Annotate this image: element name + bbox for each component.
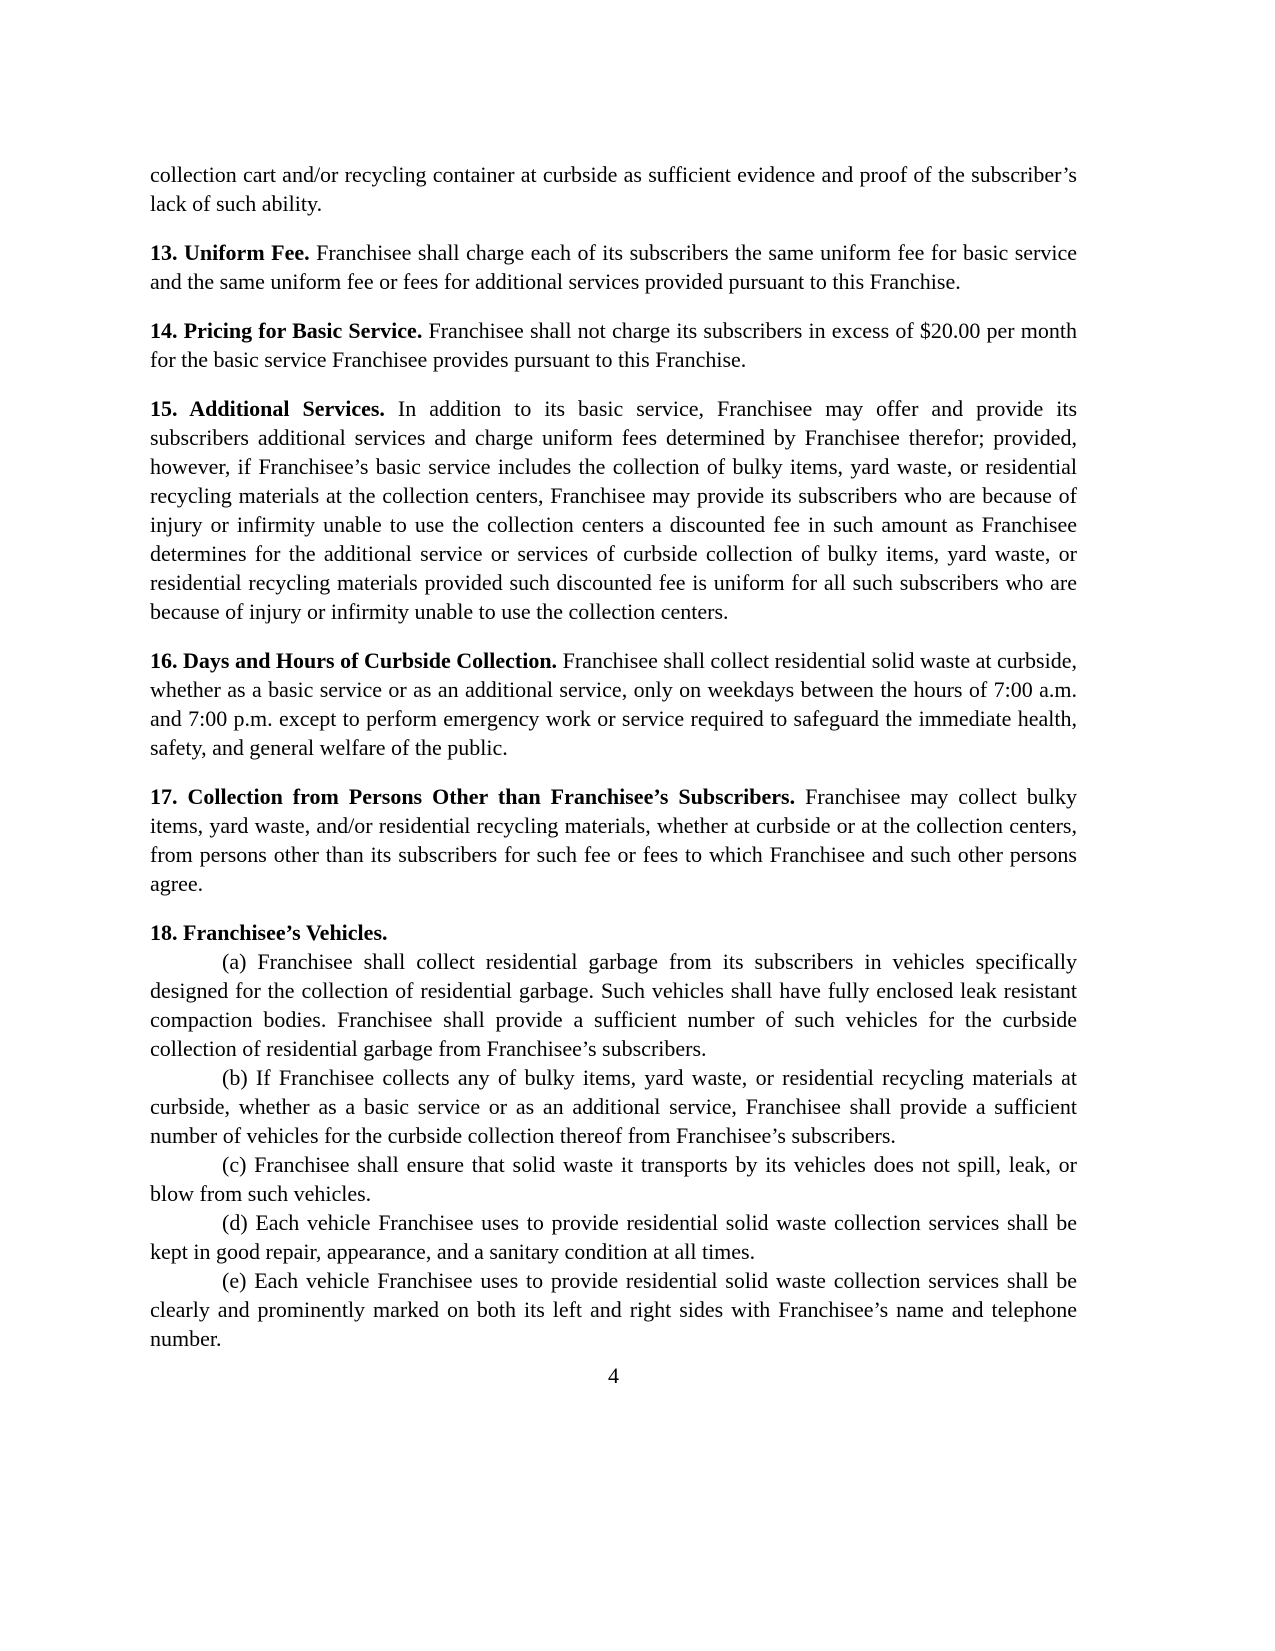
paragraph-section-16 [150, 646, 1077, 762]
section-18-subsection-d: (d) Each vehicle Franchisee uses to provide residential solid waste collection services shall be kept in good repair, appearance, and a sanitary condition at all times. [150, 1210, 1077, 1264]
section-18-heading [150, 918, 1077, 947]
section-15-label: 15. Additional Services. [150, 396, 385, 421]
section-13-label: 13. Uniform Fee. [150, 240, 310, 265]
intro-text: collection cart and/or recycling container at curbside as sufficient evidence and proof of the subscriber’s lack of such ability. [150, 162, 1077, 216]
section-18-subsection-b: (b) If Franchisee collects any of bulky items, yard waste, or residential recycling materials at curbside, whether as a basic service or as an additional service, Franchisee shall provide a sufficient number of vehicles for the curbside collection thereof from Franchisee’s subscribers. [150, 1065, 1077, 1148]
section-15-text: In addition to its basic service, Franchisee may offer and provide its subscribers additional services and charge uniform fees determined by Franchisee therefor; provided, however, if Franchisee’s basic service includes the collection of bulky items, yard waste, or residential recycling materials at the collection centers, Franchisee may provide its subscribers who are because of injury or infirmity unable to use the collection centers a discounted fee in such amount as Franchisee determines for the additional service or services of curbside collection of bulky items, yard waste, or residential recycling materials provided such discounted fee is uniform for all such subscribers who are because of injury or infirmity unable to use the collection centers. [150, 396, 1078, 624]
paragraph-section-14 [150, 316, 1077, 374]
section-17-text: Franchisee may collect bulky items, yard waste, and/or residential recycling materials, whether at curbside or at the collection centers, from persons other than its subscribers for such fee or fees to which Franchisee and such other persons agree. [150, 784, 1078, 896]
page-number: 4 [608, 1363, 619, 1388]
section-17-label: 17. Collection from Persons Other than Franchisee’s Subscribers. [150, 784, 796, 809]
section-13-text: Franchisee shall charge each of its subscribers the same uniform fee for basic service and the same uniform fee or fees for additional services provided pursuant to this Franchise. [150, 240, 1078, 294]
paragraph-intro-continuation [150, 160, 1077, 218]
document-body [150, 160, 1077, 1390]
paragraph-section-13 [150, 238, 1077, 296]
section-18-subsection-e: (e) Each vehicle Franchisee uses to provide residential solid waste collection services shall be clearly and prominently marked on both its left and right sides with Franchisee’s name and telephone number. [150, 1268, 1077, 1351]
section-16-text: Franchisee shall collect residential solid waste at curbside, whether as a basic service or as an additional service, only on weekdays between the hours of 7:00 a.m. and 7:00 p.m. except to perform emergency work or service required to safeguard the immediate health, safety, and general welfare of the public. [150, 648, 1077, 760]
section-18-subsection-a: (a) Franchisee shall collect residential garbage from its subscribers in vehicles specifically designed for the collection of residential garbage. Such vehicles shall have fully enclosed leak resistant compaction bodies. Franchisee shall provide a sufficient number of such vehicles for the curbside collection of residential garbage from Franchisee’s subscribers. [150, 949, 1077, 1061]
section-18-label: 18. Franchisee’s Vehicles. [150, 920, 388, 945]
section-16-label: 16. Days and Hours of Curbside Collection. [150, 648, 558, 673]
section-14-label: 14. Pricing for Basic Service. [150, 318, 423, 343]
paragraph-section-15 [150, 394, 1077, 626]
section-18-subsection-c: (c) Franchisee shall ensure that solid waste it transports by its vehicles does not spill, leak, or blow from such vehicles. [150, 1152, 1077, 1206]
paragraph-section-17 [150, 782, 1077, 898]
section-14-text: Franchisee shall not charge its subscribers in excess of $20.00 per month for the basic service Franchisee provides pursuant to this Franchise. [150, 318, 1077, 372]
